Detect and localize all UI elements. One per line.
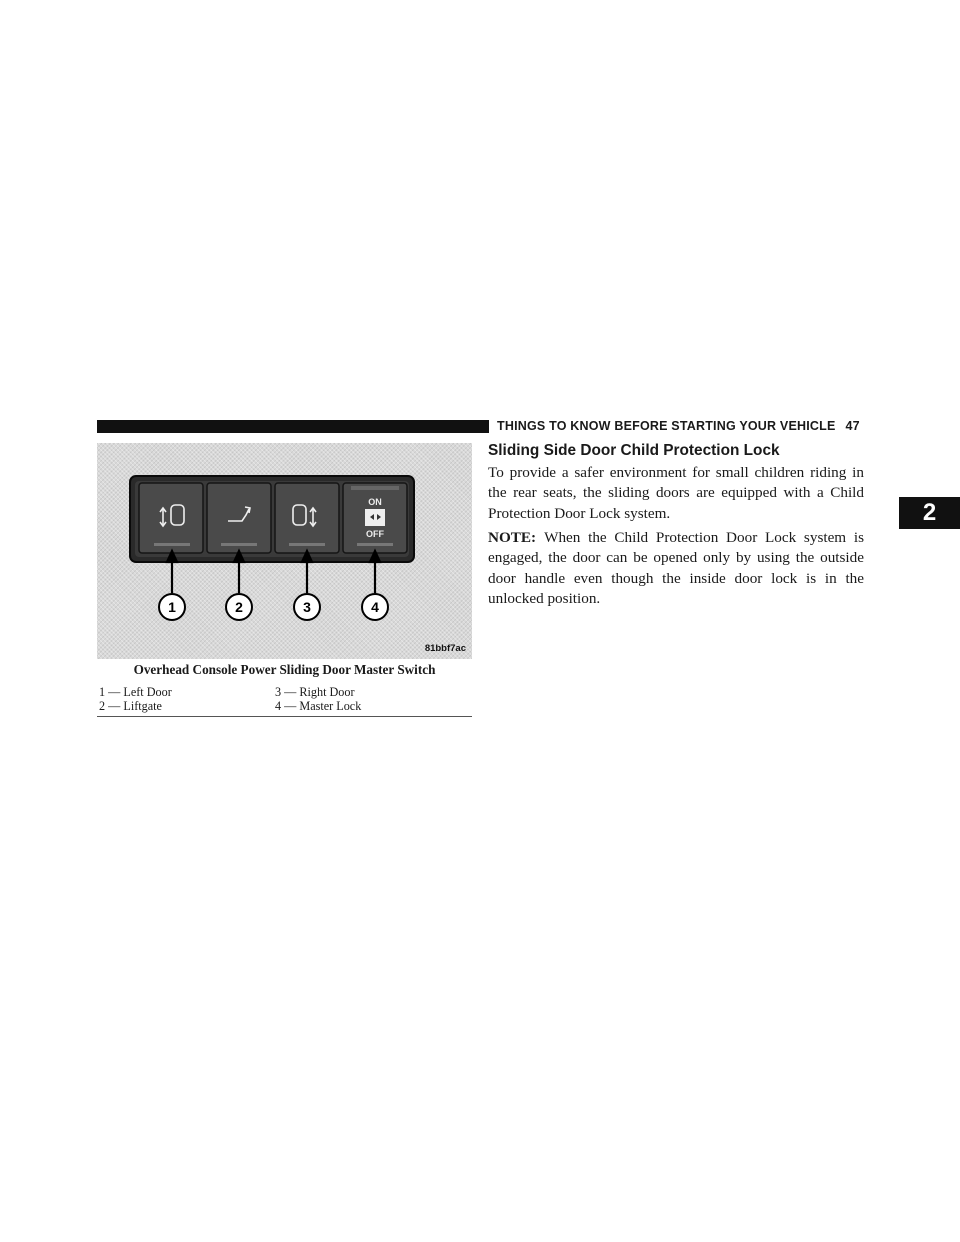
note-text: When the Child Protection Door Lock system is engaged, the door can be opened only by using the outside door handle even though the inside door lock is in the unlocked position.	[488, 529, 864, 607]
liftgate-button	[207, 483, 271, 553]
callout-number-3: 3	[303, 599, 311, 615]
legend-item: 3 — Right Door	[275, 685, 355, 699]
master-lock-icon	[365, 509, 385, 526]
switch-on-label: ON	[368, 497, 382, 507]
callout-number-4: 4	[371, 599, 379, 615]
left-door-button	[139, 483, 203, 553]
chapter-tab: 2	[899, 497, 960, 529]
callout-number-1: 1	[168, 599, 176, 615]
legend-rule	[97, 716, 472, 717]
switch-figure	[97, 443, 472, 659]
note-paragraph	[488, 528, 864, 609]
master-lock-button	[343, 483, 407, 553]
switch-panel-illustration	[97, 443, 472, 659]
switch-off-label: OFF	[366, 529, 384, 539]
body-paragraph: To provide a safer environment for small children riding in the rear seats, the sliding doors are equipped with a Child Protection Door Lock system.	[488, 464, 864, 522]
figure-code: 81bbf7ac	[424, 643, 466, 654]
legend-item: 4 — Master Lock	[275, 699, 362, 713]
legend-item: 2 — Liftgate	[99, 699, 162, 713]
right-door-button	[275, 483, 339, 553]
section-title: Sliding Side Door Child Protection Lock	[488, 442, 780, 459]
legend-item: 1 — Left Door	[99, 685, 172, 699]
running-title: THINGS TO KNOW BEFORE STARTING YOUR VEHICLE	[497, 419, 836, 433]
callout-number-2: 2	[235, 599, 243, 615]
page-number: 47	[845, 419, 860, 433]
note-label: NOTE:	[488, 529, 537, 546]
running-head	[497, 419, 863, 435]
header-rule-bar	[97, 420, 489, 433]
figure-caption: Overhead Console Power Sliding Door Master Switch	[133, 662, 436, 677]
